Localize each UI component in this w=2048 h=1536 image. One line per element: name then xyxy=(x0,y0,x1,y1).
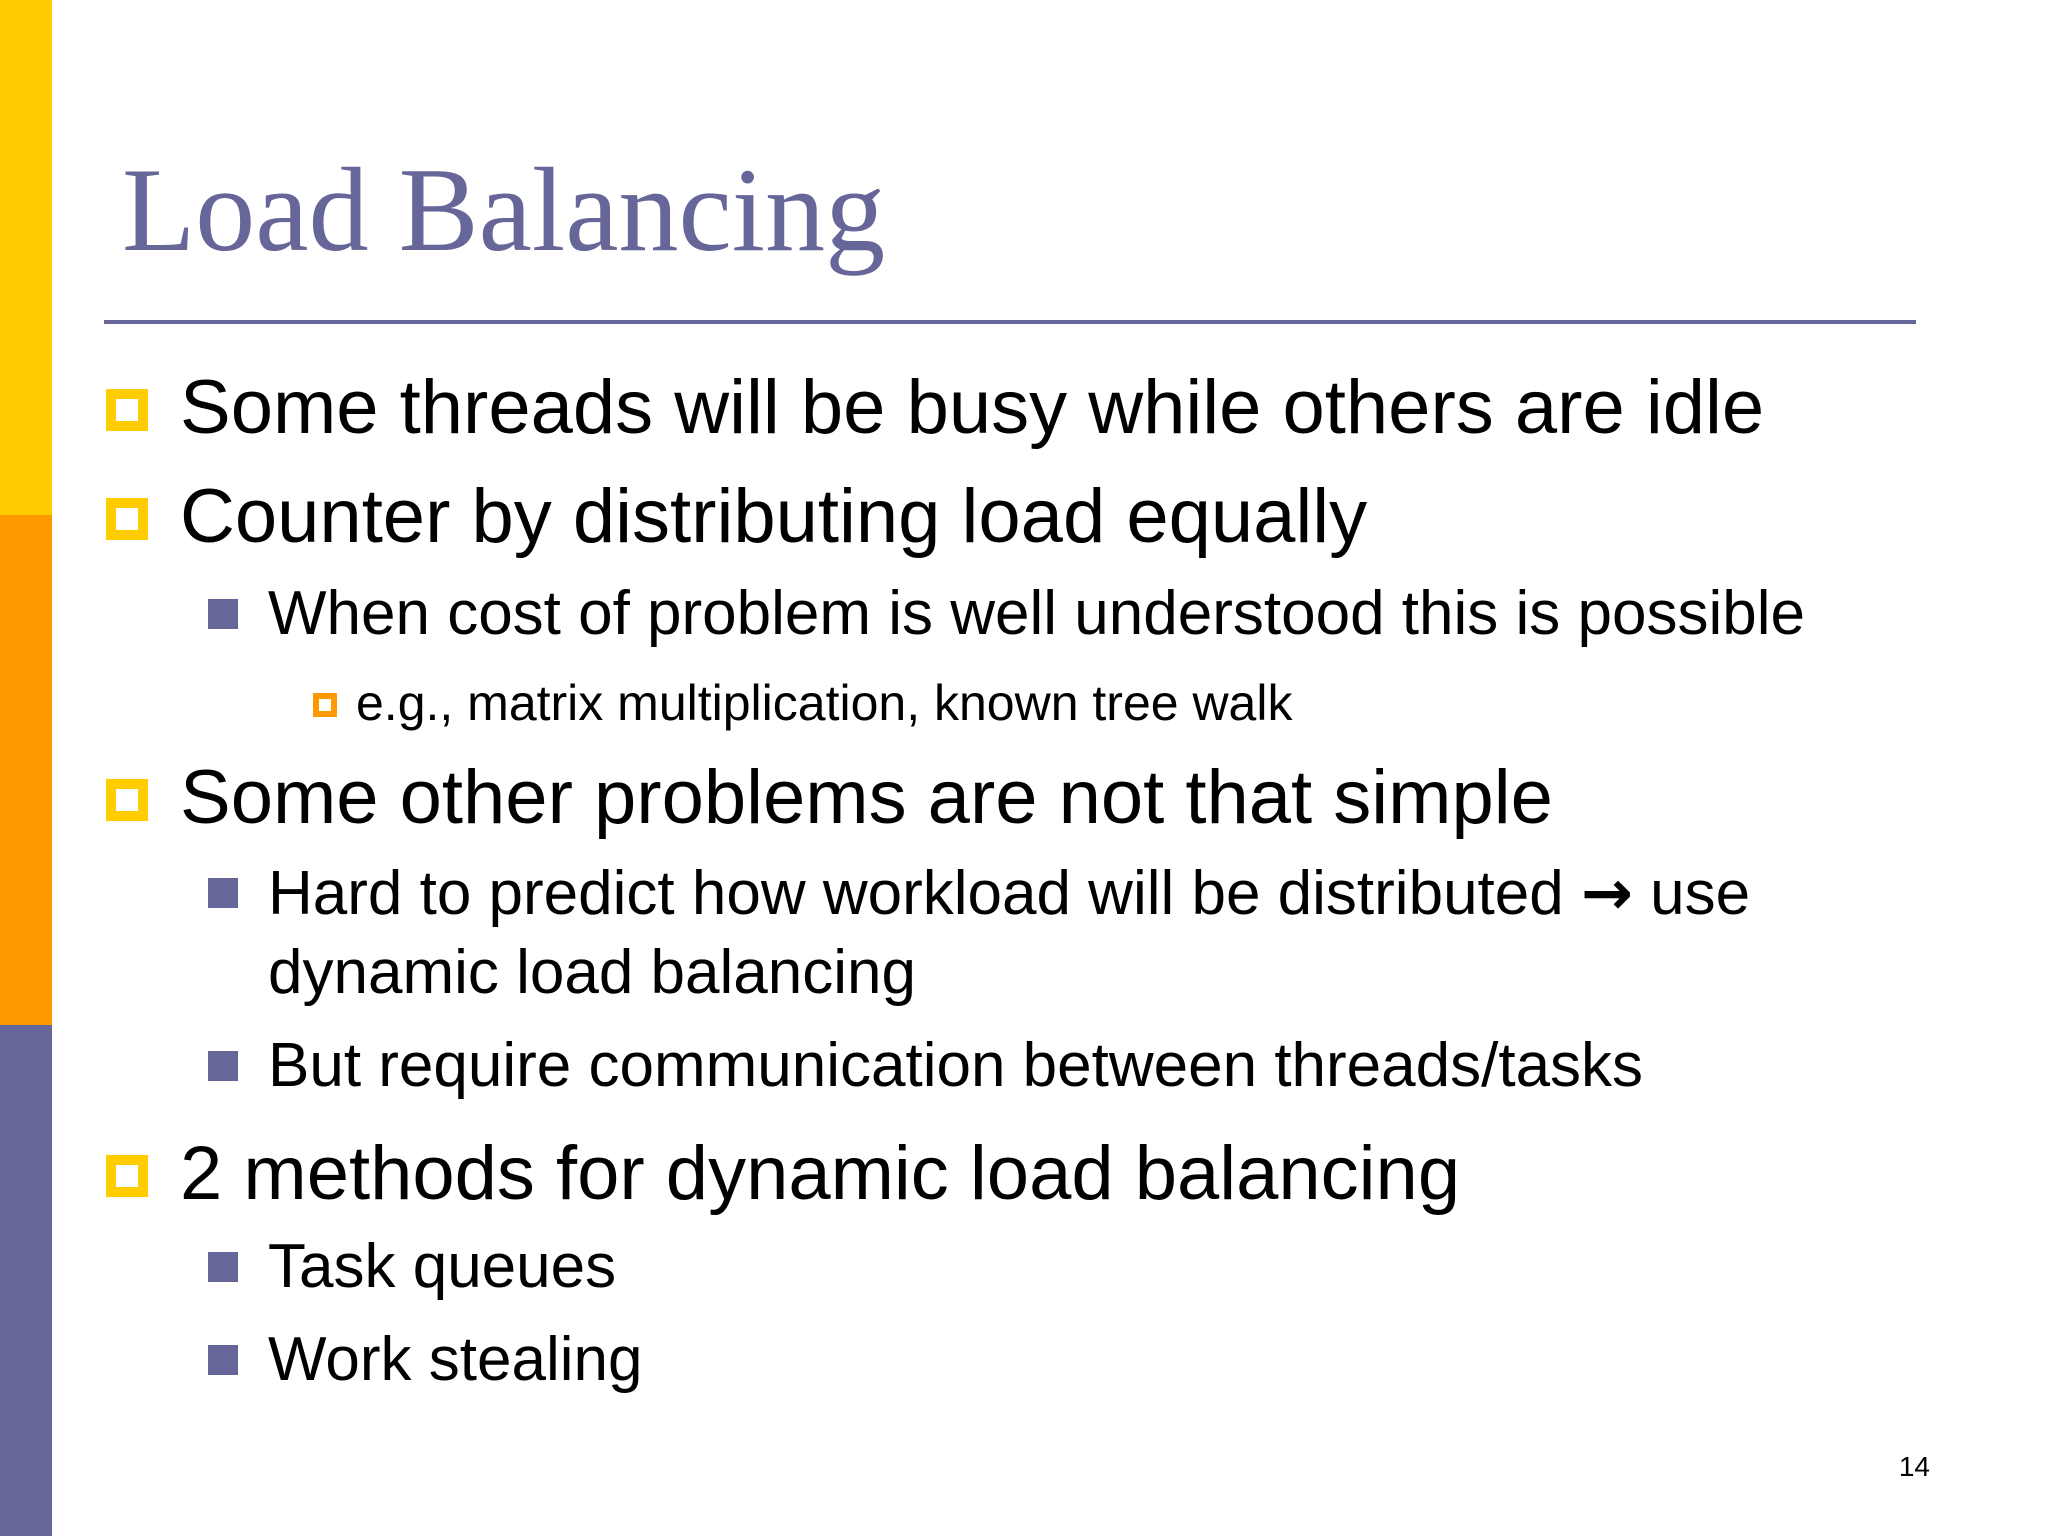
bullet-hard-to-predict-text: Hard to predict how workload will be distributed xyxy=(268,859,1564,928)
title-divider xyxy=(104,320,1916,324)
bullet-hard-to-predict-continuation: dynamic load balancing xyxy=(268,938,916,1007)
bullet-cost-understood: When cost of problem is well understood this is possible xyxy=(268,579,1805,648)
side-bar-yellow-segment xyxy=(0,0,52,515)
bullet-communication: But require communication between threads/tasks xyxy=(268,1031,1644,1100)
side-accent-bar xyxy=(0,0,52,1536)
filled-square-icon xyxy=(208,1051,238,1081)
filled-square-icon xyxy=(208,878,238,908)
small-hollow-square-icon xyxy=(313,693,337,717)
filled-square-icon xyxy=(208,1252,238,1282)
slide-title: Load Balancing xyxy=(122,143,886,276)
hollow-square-icon xyxy=(106,779,148,821)
hollow-square-icon xyxy=(106,389,148,431)
right-arrow-icon: → xyxy=(1580,856,1633,929)
side-bar-purple-segment xyxy=(0,1025,52,1536)
filled-square-icon xyxy=(208,1345,238,1375)
bullet-not-simple: Some other problems are not that simple xyxy=(180,755,1553,840)
hollow-square-icon xyxy=(106,498,148,540)
bullet-examples: e.g., matrix multiplication, known tree walk xyxy=(356,675,1293,731)
hollow-square-icon xyxy=(106,1155,148,1197)
bullet-distribute-equally: Counter by distributing load equally xyxy=(180,474,1368,559)
filled-square-icon xyxy=(208,599,238,629)
side-bar-orange-segment xyxy=(0,515,52,1025)
bullet-hard-to-predict-use: use xyxy=(1650,859,1751,928)
page-number: 14 xyxy=(1898,1451,1930,1482)
bullet-busy-idle: Some threads will be busy while others are idle xyxy=(180,365,1765,450)
bullet-work-stealing: Work stealing xyxy=(268,1325,643,1394)
bullet-task-queues: Task queues xyxy=(268,1232,617,1301)
bullet-two-methods: 2 methods for dynamic load balancing xyxy=(180,1131,1461,1216)
bullet-hard-to-predict xyxy=(268,851,1750,936)
